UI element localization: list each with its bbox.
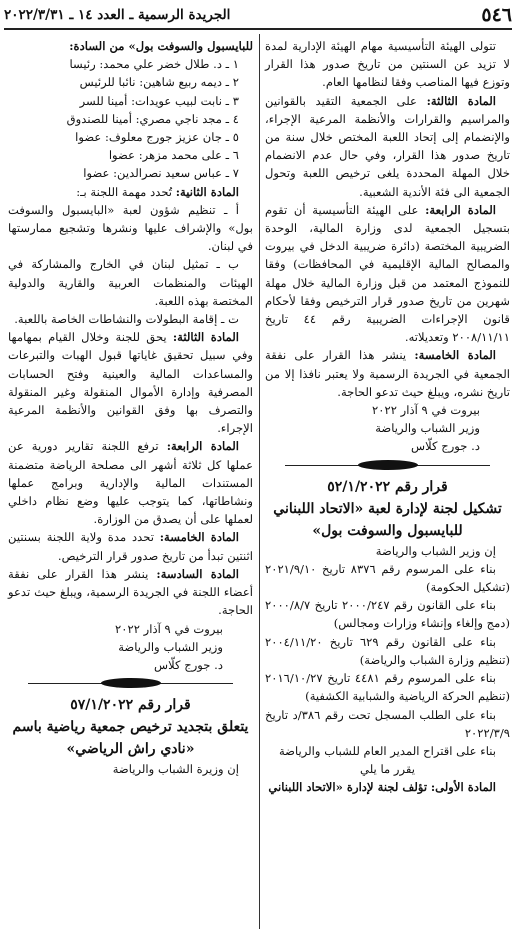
page-header (4, 4, 512, 30)
decision-number: قرار رقم ٥٢/١/٢٠٢٢ (327, 478, 448, 495)
member-item: ١ ـ د. طلال خضر علي محمد: رئيسا (69, 57, 239, 72)
article-4-left (8, 437, 253, 528)
gazette-title: الجريدة الرسمية ـ العدد ١٤ ـ ٢٠٢٢/٣/٣١ (4, 7, 231, 23)
date-line: بيروت في ٩ آذار ٢٠٢٢ (115, 621, 223, 636)
signature-block (8, 620, 253, 675)
task-a: أ ـ تنظيم شؤون لعبة «البايسبول والسوفت بول» والإشراف عليها ونشرها وتشجيع ممارستها في لبنان. (8, 202, 253, 254)
article-text: ترفع اللجنة تقارير دورية عن عملها كل ثلاثة أشهر الى مصلحة الرياضة متضمنة المستندات المالية والإدارية وبرامج عملها ونشاطاتها، كما يتوجب عليها وضع نظام داخلي لعملها على أن يصدق من الوزارة. (8, 439, 253, 527)
preamble-line: إن وزير الشباب والرياضة (375, 543, 496, 558)
article-label: المادة الثالثة: (426, 93, 497, 108)
article-label: المادة الرابعة: (166, 439, 240, 454)
preamble-line: بناء على المرسوم رقم ٨٣٧٦ تاريخ ٢٠٢١/٩/١٠ (تشكيل الحكومة) (265, 561, 510, 595)
article-label: المادة الخامسة: (159, 530, 239, 545)
article-5-left (8, 528, 253, 564)
section-separator (265, 458, 510, 474)
article-label: المادة الثالثة: (172, 330, 239, 345)
column-divider (259, 34, 260, 929)
article-text: يحق للجنة وخلال القيام بمهامها وفي سبيل تحقيق غاياتها قبول الهبات والتبرعات والمساعدات المالية والعينية وفتح الحسابات المصرفية وإدارة الأموال المنقولة وغير المنقولة والتصرف بها وفق القوانين والأنظمة المرعية الإجراء. (8, 330, 253, 436)
section-separator (8, 676, 253, 692)
article-label: المادة الخامسة: (414, 348, 496, 363)
minister-name: د. جورج كلّاس (410, 439, 480, 454)
article-5-right (265, 346, 510, 401)
decides-line: يقرر ما يلي (360, 762, 415, 777)
minister-title: وزير الشباب والرياضة (375, 421, 480, 436)
article-4-right (265, 201, 510, 347)
article-label: المادة الثانية: (175, 184, 239, 199)
minister-title: وزير الشباب والرياضة (118, 639, 223, 654)
task-b: ب ـ تمثيل لبنان في الخارج والمشاركة في الهيئات والمنظمات العربية والقارية والدولية المختصة بهذه اللعبة. (8, 257, 253, 308)
member-item: ٣ ـ نابت لبيب عويدات: أمينا للسر (79, 93, 239, 108)
preamble-line: بناء على اقتراح المدير العام للشباب والرياضة (278, 743, 496, 758)
committee-intro: للبايسبول والسوفت بول» من السادة: (69, 39, 253, 53)
date-line: بيروت في ٩ آذار ٢٠٢٢ (372, 403, 480, 418)
article-text: ينشر هذا القرار على نفقة أعضاء اللجنة في الجريدة الرسمية، ويبلغ حيث تدعو الحاجة. (8, 566, 253, 618)
article-text: على الهيئة التأسيسية أن تقوم بتسجيل الجمعية لدى وزارة المالية، الوحدة الضريبية المختصة (دائرة ضريبية الدخل في بيروت والمصالح المالية الإقليمية في المحافظات) وفقا للنموذج المعتمد من قبل وزارة المالية خلال مهلة شهرين من تاريخ صدور قرار الترخيص وفقا لأحكام قانون الإجراءات الضريبية رقم ٤٤ تاريخ ٢٠٠٨/١١/١١ وتعديلاته. (265, 202, 510, 345)
member-item: ٢ ـ ديمه ربيع شاهين: نائبا للرئيس (79, 75, 239, 90)
preamble-line: بناء على المرسوم رقم ٤٤٨١ تاريخ ٢٠١٦/١٠/٢٧ (تنظيم الحركة الرياضية والشبابية الكشفية) (265, 671, 510, 704)
header-rule (4, 28, 512, 30)
preamble-line: بناء على القانون رقم ٦٢٩ تاريخ ٢٠٠٤/١١/٢٠ (تنظيم وزارة الشباب والرياضة) (265, 634, 510, 667)
article-text: على الجمعية التقيد بالقوانين والمراسيم والقرارات والأنظمة المرعية الإجراء، والإنضمام إلى إتحاد اللعبة المختص خلال سنة من تاريخ صدور هذا القرار، وفي حال عدم الانضمام خلال المهلة المحددة يلغى ترخيص اللعبة وتحول الجمعية الى فئة الأندية الشعبية. (265, 93, 510, 199)
article-1-right (265, 778, 510, 796)
signature-block (265, 401, 510, 456)
member-item: ٧ ـ عباس سعيد نصرالدين: عضوا (83, 166, 239, 181)
member-item: ٤ ـ مجد ناجي مصري: أمينا للصندوق (66, 111, 239, 126)
member-item: ٦ ـ على محمد مزهر: عضوا (108, 148, 239, 163)
left-column (8, 37, 253, 778)
right-column (265, 37, 510, 797)
intro-paragraph: تتولى الهيئة التأسيسية مهام الهيئة الإدارية لمدة لا تزيد عن السنتين من تاريخ صدور هذا القرار وتوزع فيها المناصب وفقا لنظامها العام. (265, 39, 510, 90)
member-item: ٥ ـ جان عزيز جورج معلوف: عضوا (75, 130, 239, 145)
preamble-line: إن وزيرة الشباب والرياضة (112, 762, 239, 777)
decision-number: قرار رقم ٥٧/١/٢٠٢٢ (70, 697, 191, 714)
page-number: ٥٤٦ (481, 4, 512, 26)
article-text: تحدد مدة ولاية اللجنة بسنتين اثنتين تبدأ من تاريخ صدور قرار الترخيص. (8, 530, 253, 563)
article-2-left (8, 183, 253, 201)
decision-title: يتعلق بتجديد ترخيص جمعية رياضية باسم «نادي راش الرياضي» (12, 719, 249, 758)
article-6-left (8, 565, 253, 620)
article-label: المادة الرابعة: (425, 202, 496, 217)
preamble-line: بناء على القانون رقم ٢٠٠٠/٢٤٧ تاريخ ٢٠٠٠/٨/٧ (دمج وإلغاء وإنشاء وزارات ومجالس) (265, 598, 510, 631)
minister-name: د. جورج كلّاس (153, 657, 223, 672)
decision-title: تشكيل لجنة لإدارة لعبة «الاتحاد اللبناني للبايسبول والسوفت بول» (273, 500, 502, 539)
article-text: ينشر هذا القرار على نفقة الجمعية في الجريدة الرسمية ولا يعتبر نافذا إلا من تاريخ نشره، ويبلغ حيث تدعو الحاجة. (265, 348, 510, 399)
article-label: المادة الأولى: (430, 780, 496, 795)
article-text: تؤلف لجنة لإدارة «الاتحاد اللبناني (268, 780, 428, 795)
article-3-right (265, 92, 510, 201)
preamble-line: بناء على الطلب المسجل تحت رقم ٣٨٦/د تاريخ ٢٠٢٢/٣/٩ (265, 707, 510, 740)
article-text: تُحدد مهمة اللجنة بـ: (76, 184, 173, 199)
article-3-left (8, 328, 253, 437)
article-label: المادة السادسة: (156, 566, 240, 581)
task-c: ت ـ إقامة البطولات والنشاطات الخاصة باللعبة. (14, 312, 239, 327)
member-list (8, 55, 253, 182)
